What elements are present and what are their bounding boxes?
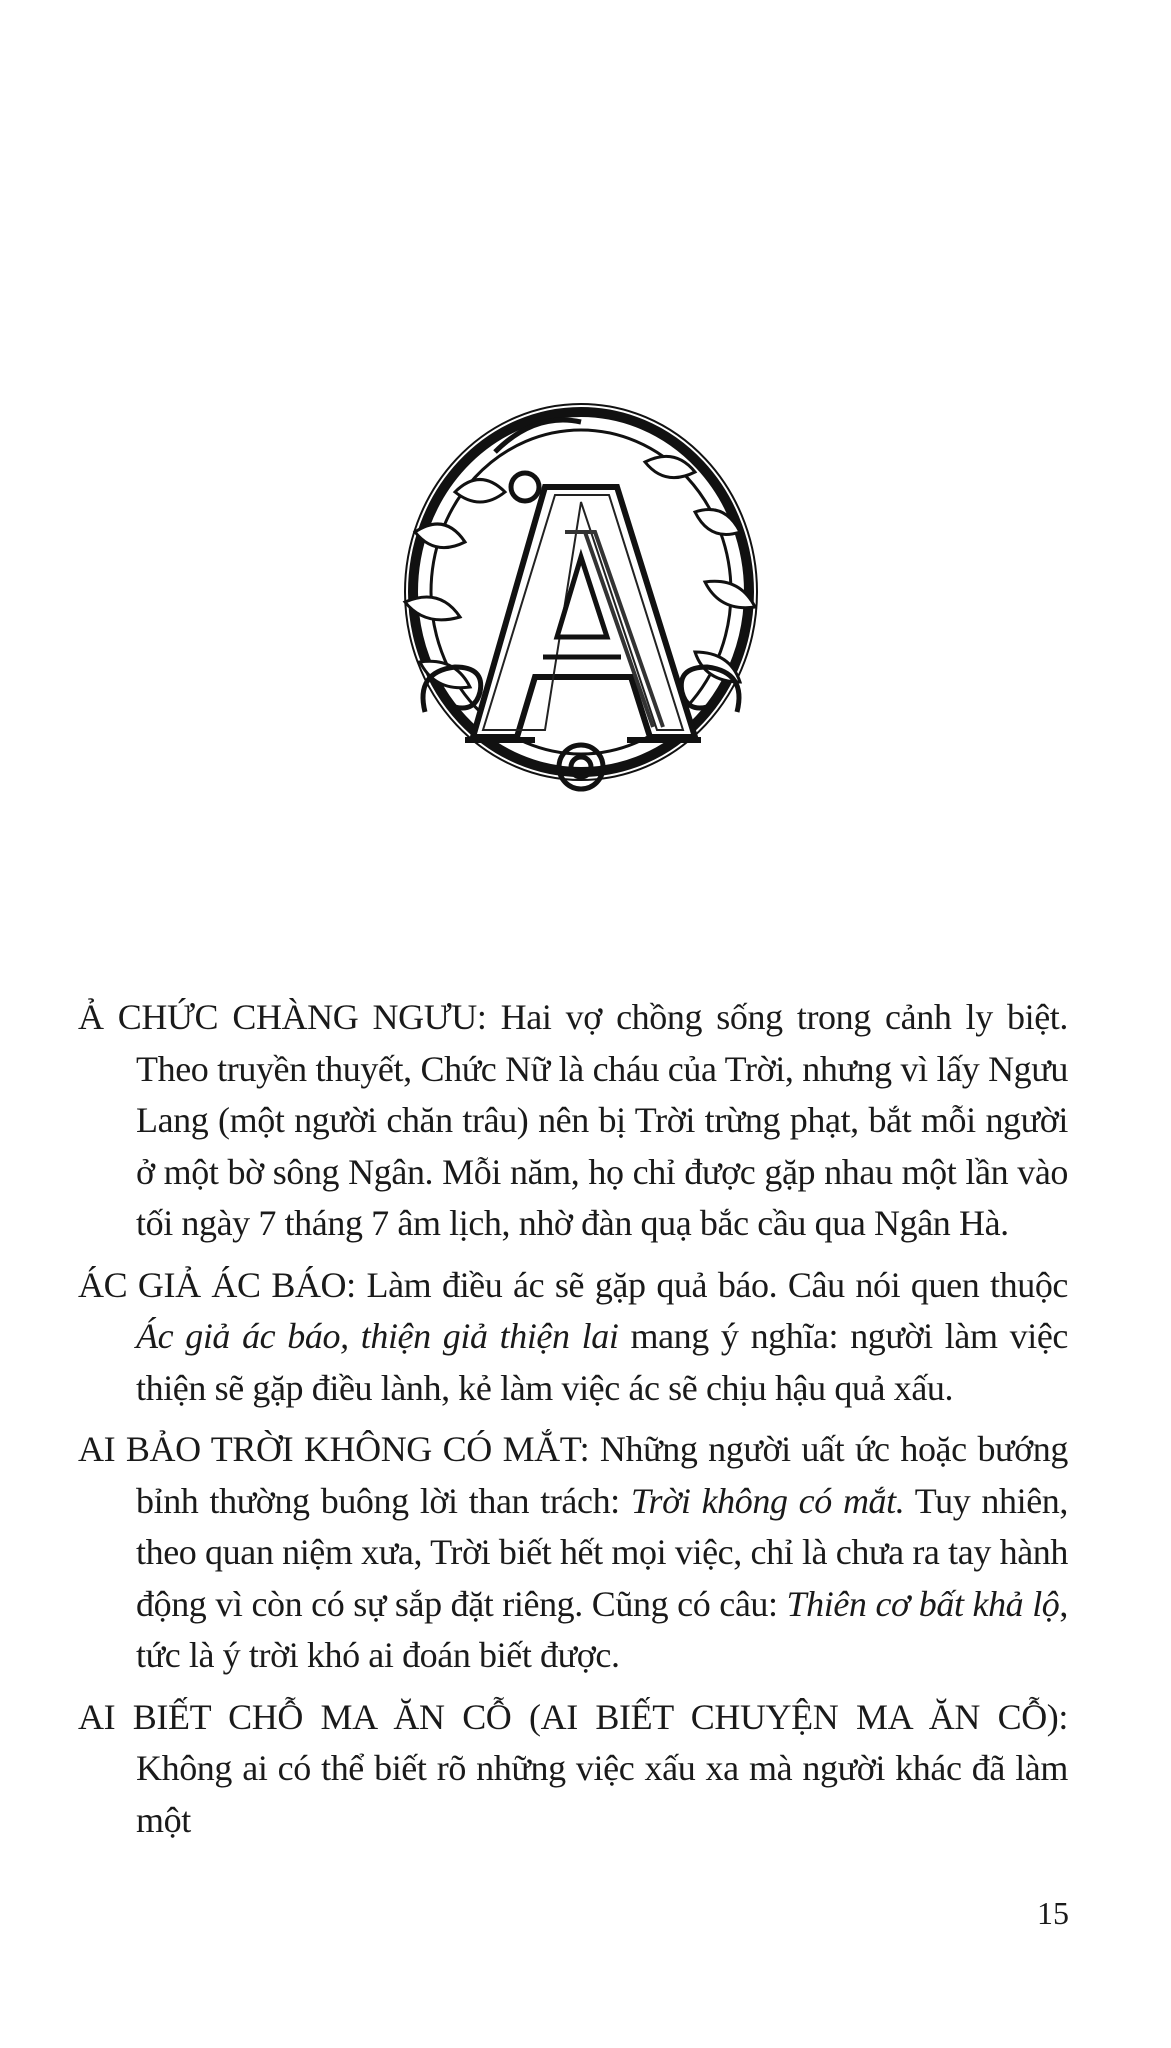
entry-quote: Thiên cơ bất khả lộ (786, 1583, 1060, 1624)
entry-text: mang ý nghĩa: người làm việc thiện sẽ gặp điều lành, kẻ làm việc ác sẽ chịu hậu quả xấu. (136, 1316, 1068, 1408)
decorative-initial-a-icon (395, 392, 767, 802)
entry-term: AI BIẾT CHỖ MA ĂN CỖ (AI BIẾT CHUYỆN MA ĂN CỖ): (78, 1696, 1068, 1737)
entry-term: ÁC GIẢ ÁC BÁO: (78, 1264, 356, 1305)
entry-text: Những người uất ức hoặc bướng bỉnh thường buông lời than trách: (136, 1429, 1068, 1521)
entry-quote: Ác giả ác báo, thiện giả thiện lai (136, 1316, 619, 1356)
glossary-entry (78, 1692, 1068, 1847)
entry-text: Hai vợ chồng sống trong cảnh ly biệt. Theo truyền thuyết, Chức Nữ là cháu của Trời, nhưng vì lấy Ngưu Lang (một người chăn trâu) nên bị Trời trừng phạt, bắt mỗi người ở một bờ sông Ngân. Mỗi năm, họ chỉ được gặp nhau một lần vào tối ngày 7 tháng 7 âm lịch, nhờ đàn quạ bắc cầu qua Ngân Hà. (136, 997, 1068, 1243)
entry-term: Ả CHỨC CHÀNG NGƯU: (78, 997, 487, 1037)
entry-text: Tuy nhiên, theo quan niệm xưa, Trời biết hết mọi việc, chỉ là chưa ra tay hành động vì còn có sự sắp đặt riêng. Cũng có câu: (136, 1480, 1068, 1624)
entry-term: AI BẢO TRỜI KHÔNG CÓ MẮT: (78, 1429, 590, 1469)
glossary-entry (78, 1424, 1068, 1682)
entry-quote: Trời không có mắt. (630, 1480, 905, 1521)
glossary-entry (78, 992, 1068, 1250)
page-number: 15 (1037, 1895, 1069, 1931)
entry-text: Làm điều ác sẽ gặp quả báo. Câu nói quen thuộc (355, 1264, 1069, 1305)
glossary-entry (78, 1260, 1068, 1415)
entry-text: , tức là ý trời khó ai đoán biết được. (136, 1583, 1069, 1675)
glossary-entries (78, 992, 1068, 1856)
entry-text: Không ai có thể biết rõ những việc xấu xa mà người khác đã làm một (136, 1748, 1068, 1840)
